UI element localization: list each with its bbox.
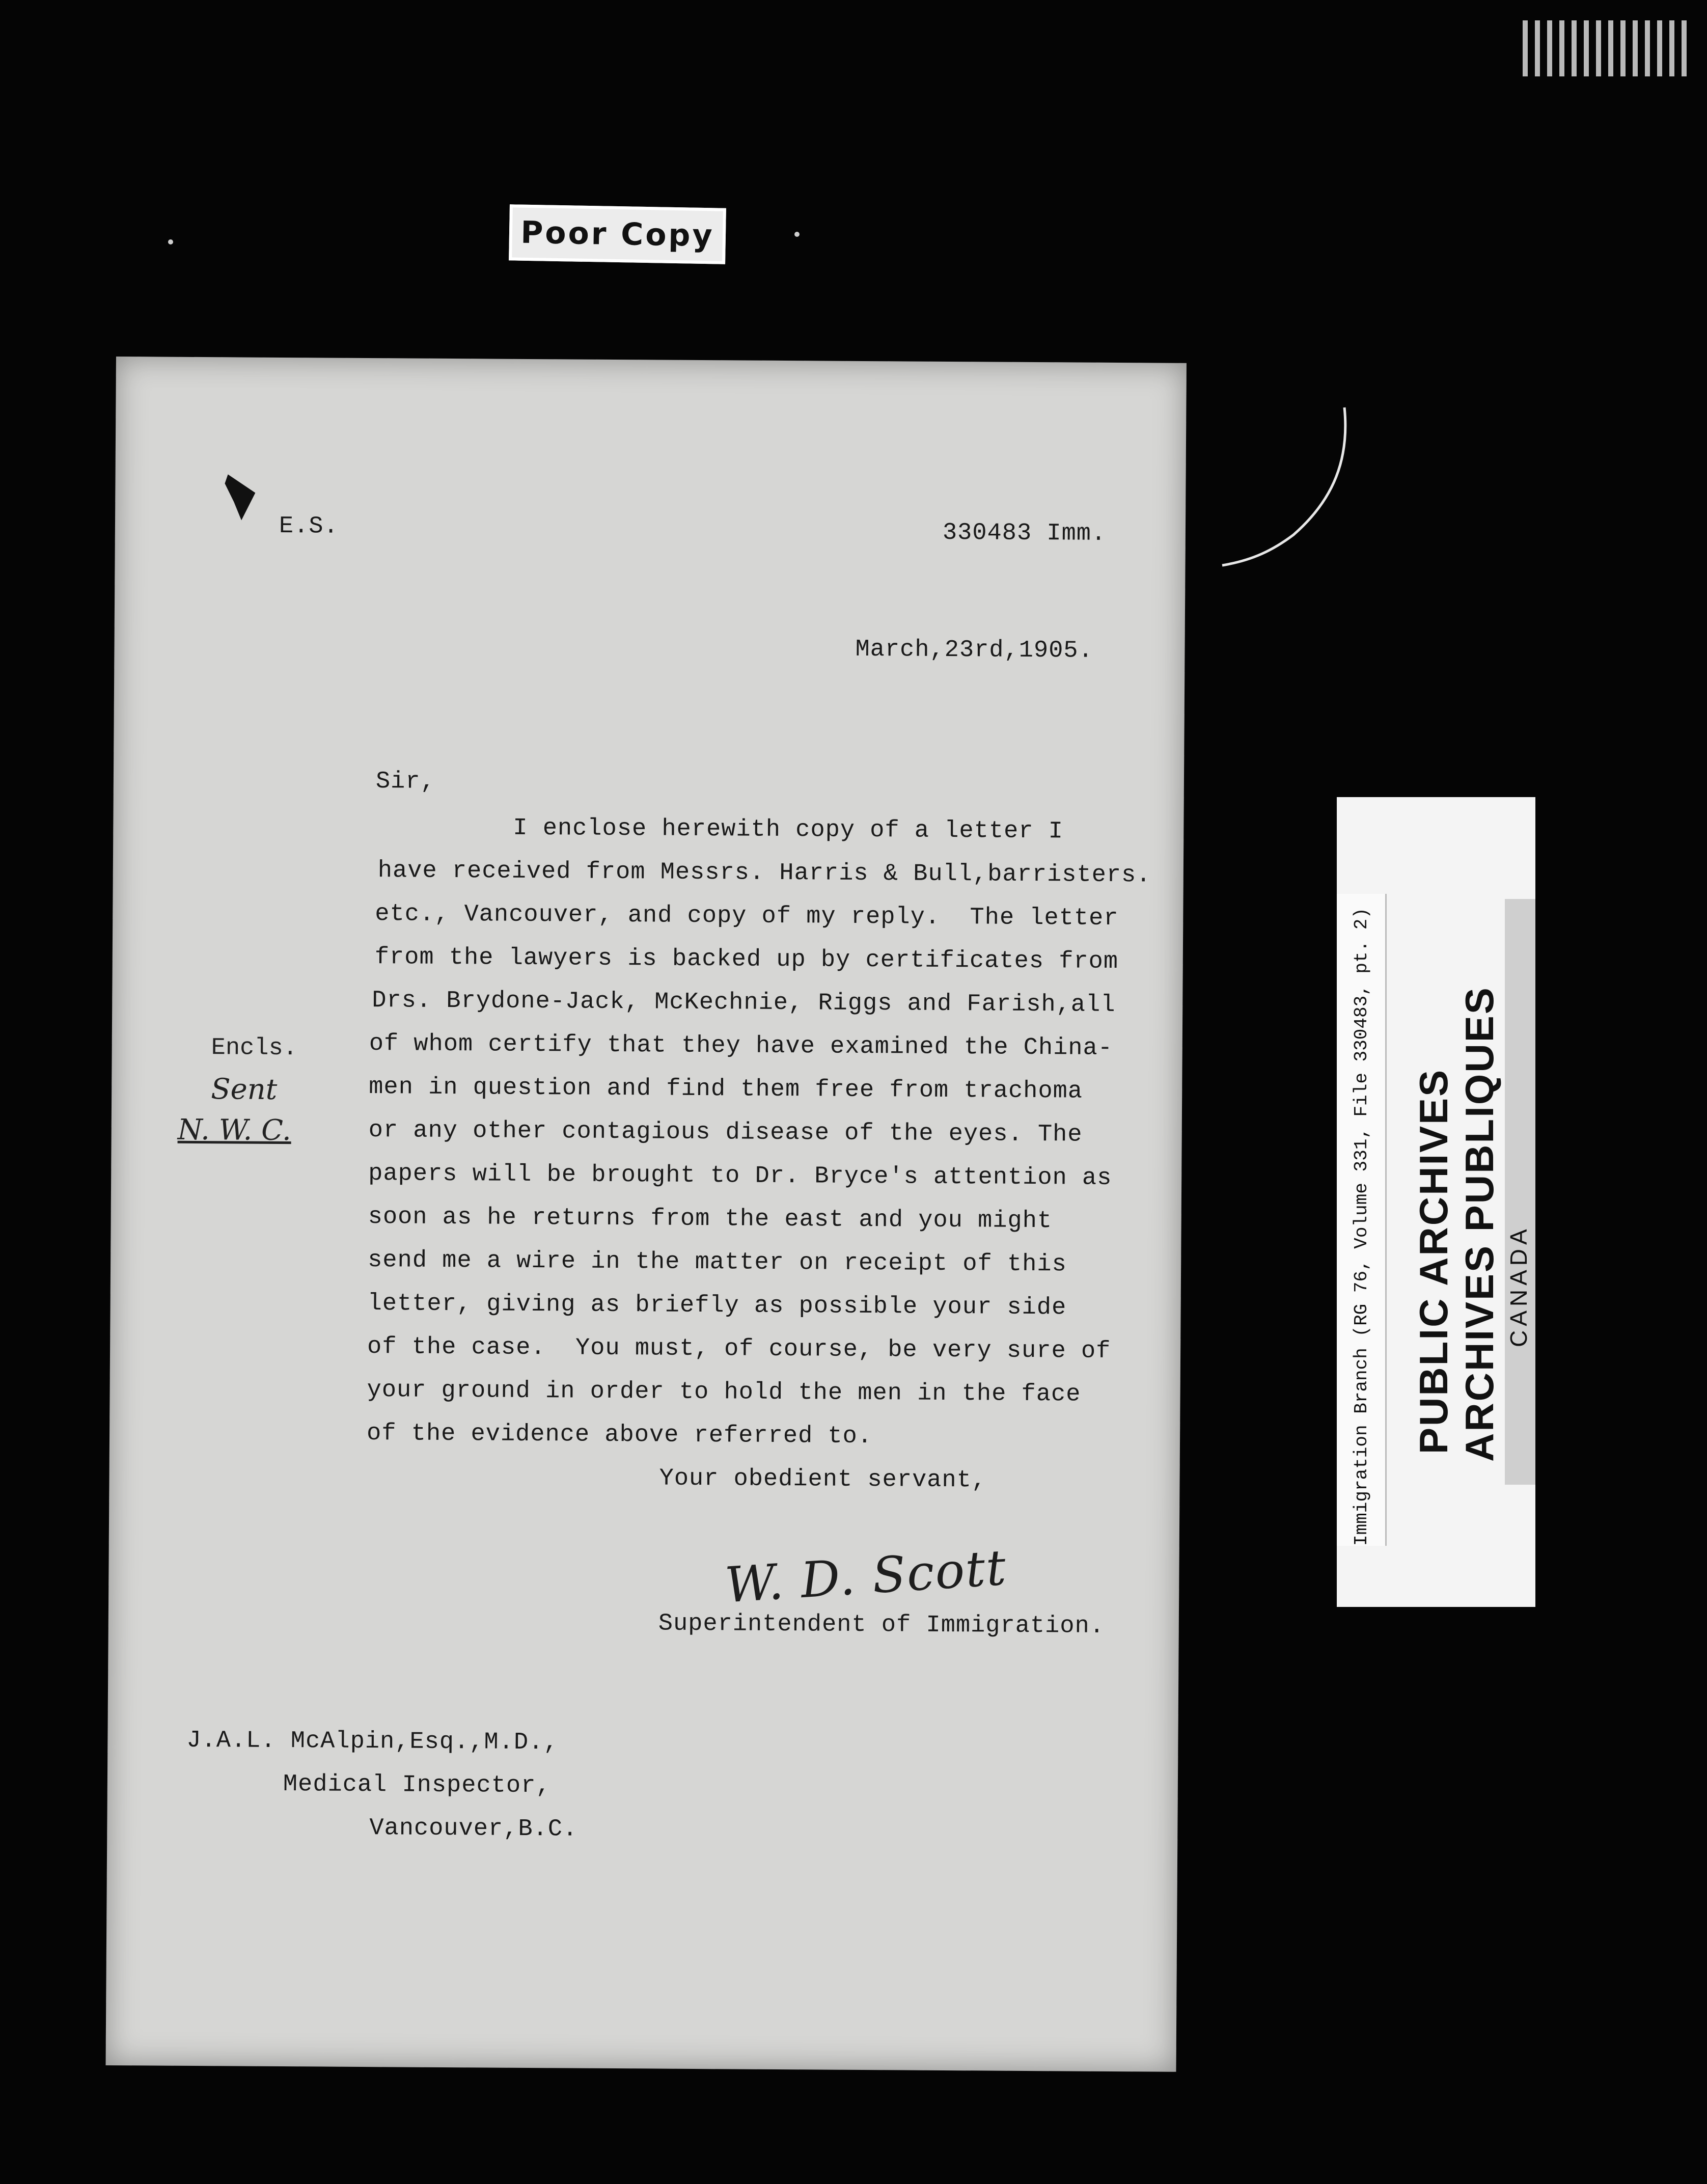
body-line: of the evidence above referred to. [366,1420,873,1451]
poor-copy-label: Poor Copy [509,204,726,264]
body-line: your ground in order to hold the men in the face [367,1377,1081,1408]
body-line: etc., Vancouver, and copy of my reply. The letter [375,900,1119,933]
recipient-line: Vancouver,B.C. [369,1815,578,1843]
card-shade [1505,899,1535,1485]
archive-line-publiques: ARCHIVES PUBLIQUES [1457,986,1502,1462]
body-line: men in question and find them free from trachoma [369,1074,1083,1105]
letter-initials: E.S. [279,512,339,540]
margin-sent: Sent [211,1073,278,1106]
closing: Your obedient servant, [659,1465,987,1494]
body-line: from the lawyers is backed up by certificates from [374,944,1119,976]
ink-blot [225,474,256,520]
archive-reference: Immigration Branch (RG 76, Volume 331, File 330483, pt. 2) [1351,907,1372,1546]
film-speck [168,239,173,244]
recipient-line: Medical Inspector, [283,1771,551,1800]
stray-fibre [1212,397,1355,581]
body-line: soon as he returns from the east and you might [368,1204,1053,1235]
body-line: or any other contagious disease of the eyes. The [368,1117,1083,1149]
archive-line-public: PUBLIC ARCHIVES [1411,1068,1456,1454]
film-edge-mark [1523,20,1691,76]
body-line: papers will be brought to Dr. Bryce's attention as [368,1160,1112,1192]
body-line: letter, giving as briefly as possible your side [367,1290,1067,1322]
archive-line-canada: CANADA [1505,1225,1532,1347]
margin-initials: N. W. C. [177,1113,291,1148]
signature: W. D. Scott [723,1539,1009,1614]
body-line: of the case. You must, of course, be very sure of [367,1333,1111,1365]
margin-encls: Encls. [211,1034,298,1062]
letter-page [106,357,1187,2072]
body-line: send me a wire in the matter on receipt of this [368,1247,1067,1278]
salutation: Sir, [375,768,435,796]
letter-date: March,23rd,1905. [855,636,1093,665]
body-line: I enclose herewith copy of a letter I [513,814,1064,845]
signature-title: Superintendent of Immigration. [658,1610,1105,1640]
body-line: of whom certify that they have examined the China- [369,1030,1113,1062]
file-number: 330483 Imm. [942,519,1107,548]
film-speck [794,232,800,237]
archives-label-card [1337,797,1535,1607]
body-line: have received from Messrs. Harris & Bull,barristers. [377,857,1151,889]
body-line: Drs. Brydone-Jack, McKechnie, Riggs and Farish,all [372,987,1116,1019]
recipient-line: J.A.L. McAlpin,Esq.,M.D., [186,1727,559,1757]
